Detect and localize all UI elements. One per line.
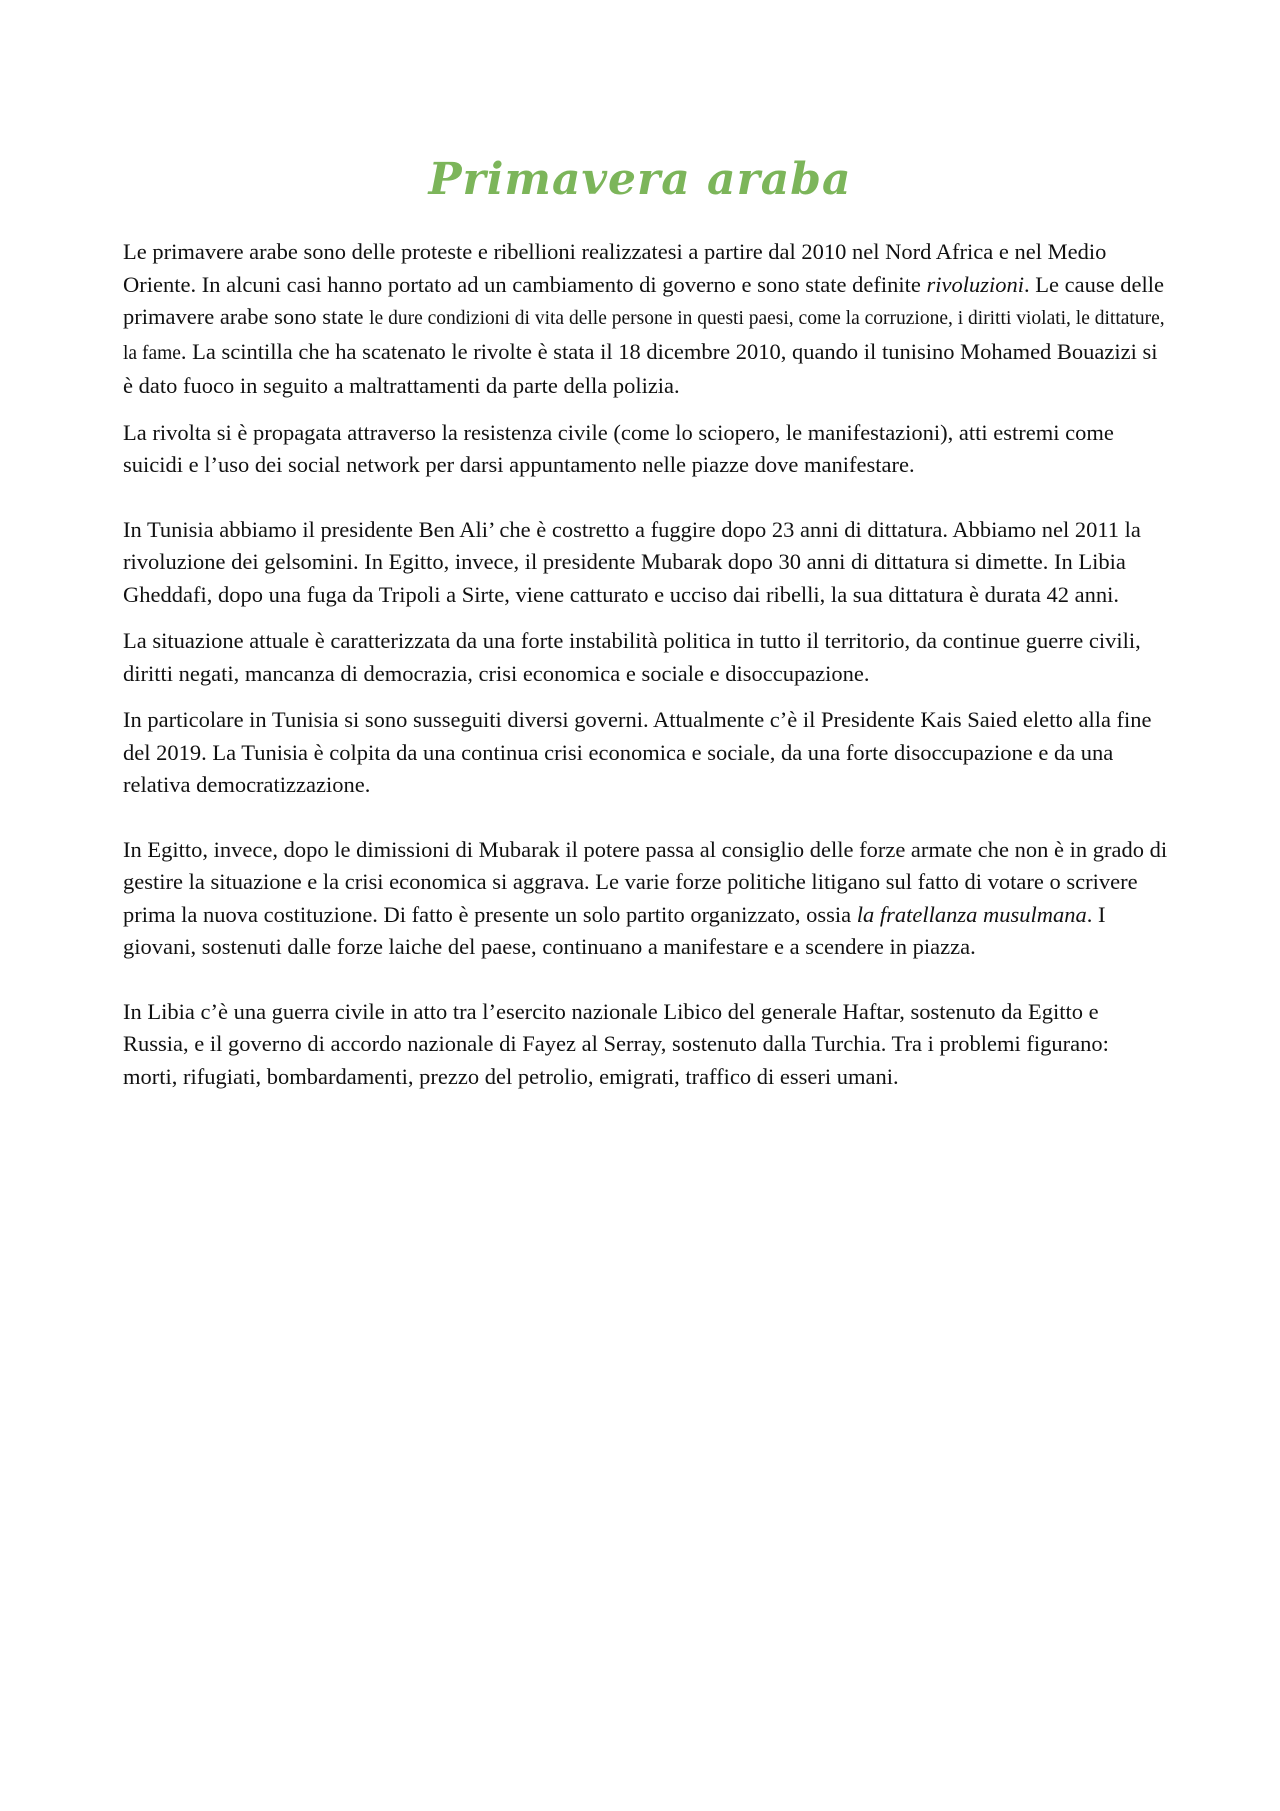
- paragraph-intro: [123, 236, 1168, 403]
- paragraph-egypt: [123, 834, 1168, 964]
- paragraph-egypt-text-b: . I giovani, sostenuti dalle forze laiche del paese, continuano a manifestare e a scendere in piazza.: [123, 901, 1106, 959]
- emphasis-fratellanza: la fratellanza musulmana: [856, 901, 1087, 927]
- paragraph-intro-text-a: Le primavere arabe sono delle proteste e ribellioni realizzatesi a partire dal 2010 nel Nord Africa e nel Medio Oriente. In alcuni casi hanno portato ad un cambiamento di governo e sono state definite: [123, 239, 1107, 297]
- paragraph-spread: La rivolta si è propagata attraverso la resistenza civile (come lo sciopero, le manifestazioni), atti estremi come suicidi e l’uso dei social network per darsi appuntamento nelle piazze dove manifestare.: [123, 419, 1114, 477]
- paragraph-libya: In Libia c’è una guerra civile in atto tra l’esercito nazionale Libico del generale Haftar, sostenuto da Egitto e Russia, e il governo di accordo nazionale di Fayez al Serray, sostenuto dalla Turchia. Tra i problemi figurano: morti, rifugiati, bombardamenti, prezzo del petrolio, emigrati, traffico di esseri umani.: [123, 998, 1109, 1089]
- paragraph-current-situation: La situazione attuale è caratterizzata da una forte instabilità politica in tutto il territorio, da continue guerre civili, diritti negati, mancanza di democrazia, crisi economica e sociale e disoccupazione.: [123, 628, 1141, 686]
- paragraph-intro-text-c: . La scintilla che ha scatenato le rivolte è stata il 18 dicembre 2010, quando il tunisino Mohamed Bouazizi si è dato fuoco in seguito a maltrattamenti da parte della polizia.: [123, 338, 1158, 398]
- paragraph-tunisia: In particolare in Tunisia si sono susseguiti diversi governi. Attualmente c’è il Presidente Kais Saied eletto alla fine del 2019. La Tunisia è colpita da una continua crisi economica e sociale, da una forte disoccupazione e da una relativa democratizzazione.: [123, 707, 1152, 797]
- paragraph-intro-causes: le dure condizioni di vita delle persone in questi paesi, come la corruzione, i diritti violati, le dittature, la fame: [123, 308, 1165, 364]
- document-body: [123, 236, 1168, 1093]
- page-title: Primavera araba: [428, 154, 852, 205]
- paragraph-leaders: In Tunisia abbiamo il presidente Ben Ali’ che è costretto a fuggire dopo 23 anni di dittatura. Abbiamo nel 2011 la rivoluzione dei gelsomini. In Egitto, invece, il presidente Mubarak dopo 30 anni di dittatura si dimette. In Libia Gheddafi, dopo una fuga da Tripoli a Sirte, viene catturato e ucciso dai ribelli, la sua dittatura è durata 42 anni.: [123, 516, 1141, 607]
- paragraph-intro-text-b: . Le cause delle primavere arabe sono state: [123, 271, 1164, 329]
- emphasis-rivoluzioni: rivoluzioni: [926, 271, 1025, 297]
- paragraph-egypt-text-a: In Egitto, invece, dopo le dimissioni di Mubarak il potere passa al consiglio delle forze armate che non è in grado di gestire la situazione e la crisi economica si aggrava. Le varie forze politiche litigano sul fatto di votare o scrivere prima la nuova costituzione. Di fatto è presente un solo partito organizzato, ossia: [123, 836, 1168, 927]
